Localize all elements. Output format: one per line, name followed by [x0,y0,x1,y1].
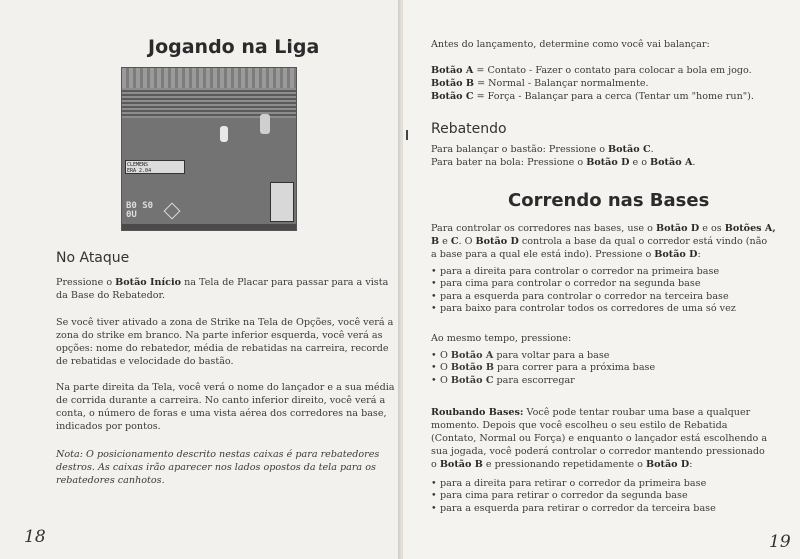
stealing-paragraph: Roubando Bases: Você pode tentar roubar uma base a qualquer momento. Depois que você escolheu o seu estilo de Rebatida (Contato, Normal ou Força) e enquanto o lançador está escolhendo a sua jogada, você poderá controlar o corredor mantendo pressionado o Botão B e pressionando repetidamente o Botão D: [431,407,768,470]
rebatendo-text: Para balançar o bastão: Pressione o Botão C. Para bater na bola: Pressione o Botão D e o Botão A. [431,144,696,168]
note: Nota: O posicionamento descrito nestas caixas é para rebatedores destros. As caixas irão aparecer nos lados opostos da tela para os rebatedores canhotos. [56,449,380,486]
list-item: • para baixo para controlar todos os corredores de uma só vez [431,303,736,315]
runner-buttons-list [431,350,655,387]
page-title-right: Correndo nas Bases [508,190,710,211]
page-number-left: 18 [24,527,46,547]
list-item: • para cima para controlar o corredor na segunda base [431,278,736,290]
list-item: • para a direita para retirar o corredor da primeira base [431,478,716,490]
stealing-directions-list [431,478,716,515]
umpire-figure [260,114,270,134]
list-item: • O Botão B para correr para a próxima base [431,362,655,374]
section-rebatendo: Rebatendo [431,121,507,137]
page-title-left: Jogando na Liga [148,36,320,58]
paragraph-2: Se você tiver ativado a zona de Strike na Tela de Opções, você verá a zona do strike em branco. Na parte inferior esquerda, você verá as opções: nome do rebatedor, média de rebatidas na carreira, recorde de rebatidas e velocidade do bastão. [56,317,394,367]
margin-mark [406,130,408,140]
swing-intro: Antes do lançamento, determine como você vai balançar: [431,39,710,50]
count-display: B0 S0 0U [126,201,154,220]
paragraph-3: Na parte direita da Tela, você verá o nome do lançador e a sua média de corrida durante a carreira. No canto inferior direito, você verá a conta, o número de foras e uma vista aérea dos corredores na base, indicados por pontos. [56,382,395,432]
runners-paragraph: Para controlar os corredores nas bases, use o Botão D e os Botões A, B e C. O Botão D controla a base da qual o corredor está vindo (não a base para a qual ele está indo). Pressione o Botão D: [431,223,776,260]
right-page [403,0,800,559]
paragraph-1: Pressione o Botão Início na Tela de Placar para passar para a vista da Base do Rebatedor. [56,277,389,301]
list-item: • O Botão A para voltar para a base [431,350,655,362]
batter-figure [220,126,228,142]
pitcher-info-panel: CLEMENS ERA 2.04 [125,160,185,174]
runner-directions-list [431,266,736,316]
strike-zone-box [270,182,294,222]
swing-options: Botão A = Contato - Fazer o contato para colocar a bola em jogo. Botão B = Normal - Balançar normalmente. Botão C = Força - Balançar para a cerca (Tentar um "home run"). [431,65,754,102]
list-item: • para cima para retirar o corredor da segunda base [431,490,716,502]
list-item: • para a direita para controlar o corredor na primeira base [431,266,736,278]
page-number-right: 19 [769,532,791,552]
list-item: • O Botão C para escorregar [431,375,655,387]
list-item: • para a esquerda para retirar o corredor da terceira base [431,503,716,515]
section-no-ataque: No Ataque [56,250,130,266]
same-time-text: Ao mesmo tempo, pressione: [431,333,572,344]
list-item: • para a esquerda para controlar o corredor na terceira base [431,291,736,303]
game-screenshot [121,67,297,231]
